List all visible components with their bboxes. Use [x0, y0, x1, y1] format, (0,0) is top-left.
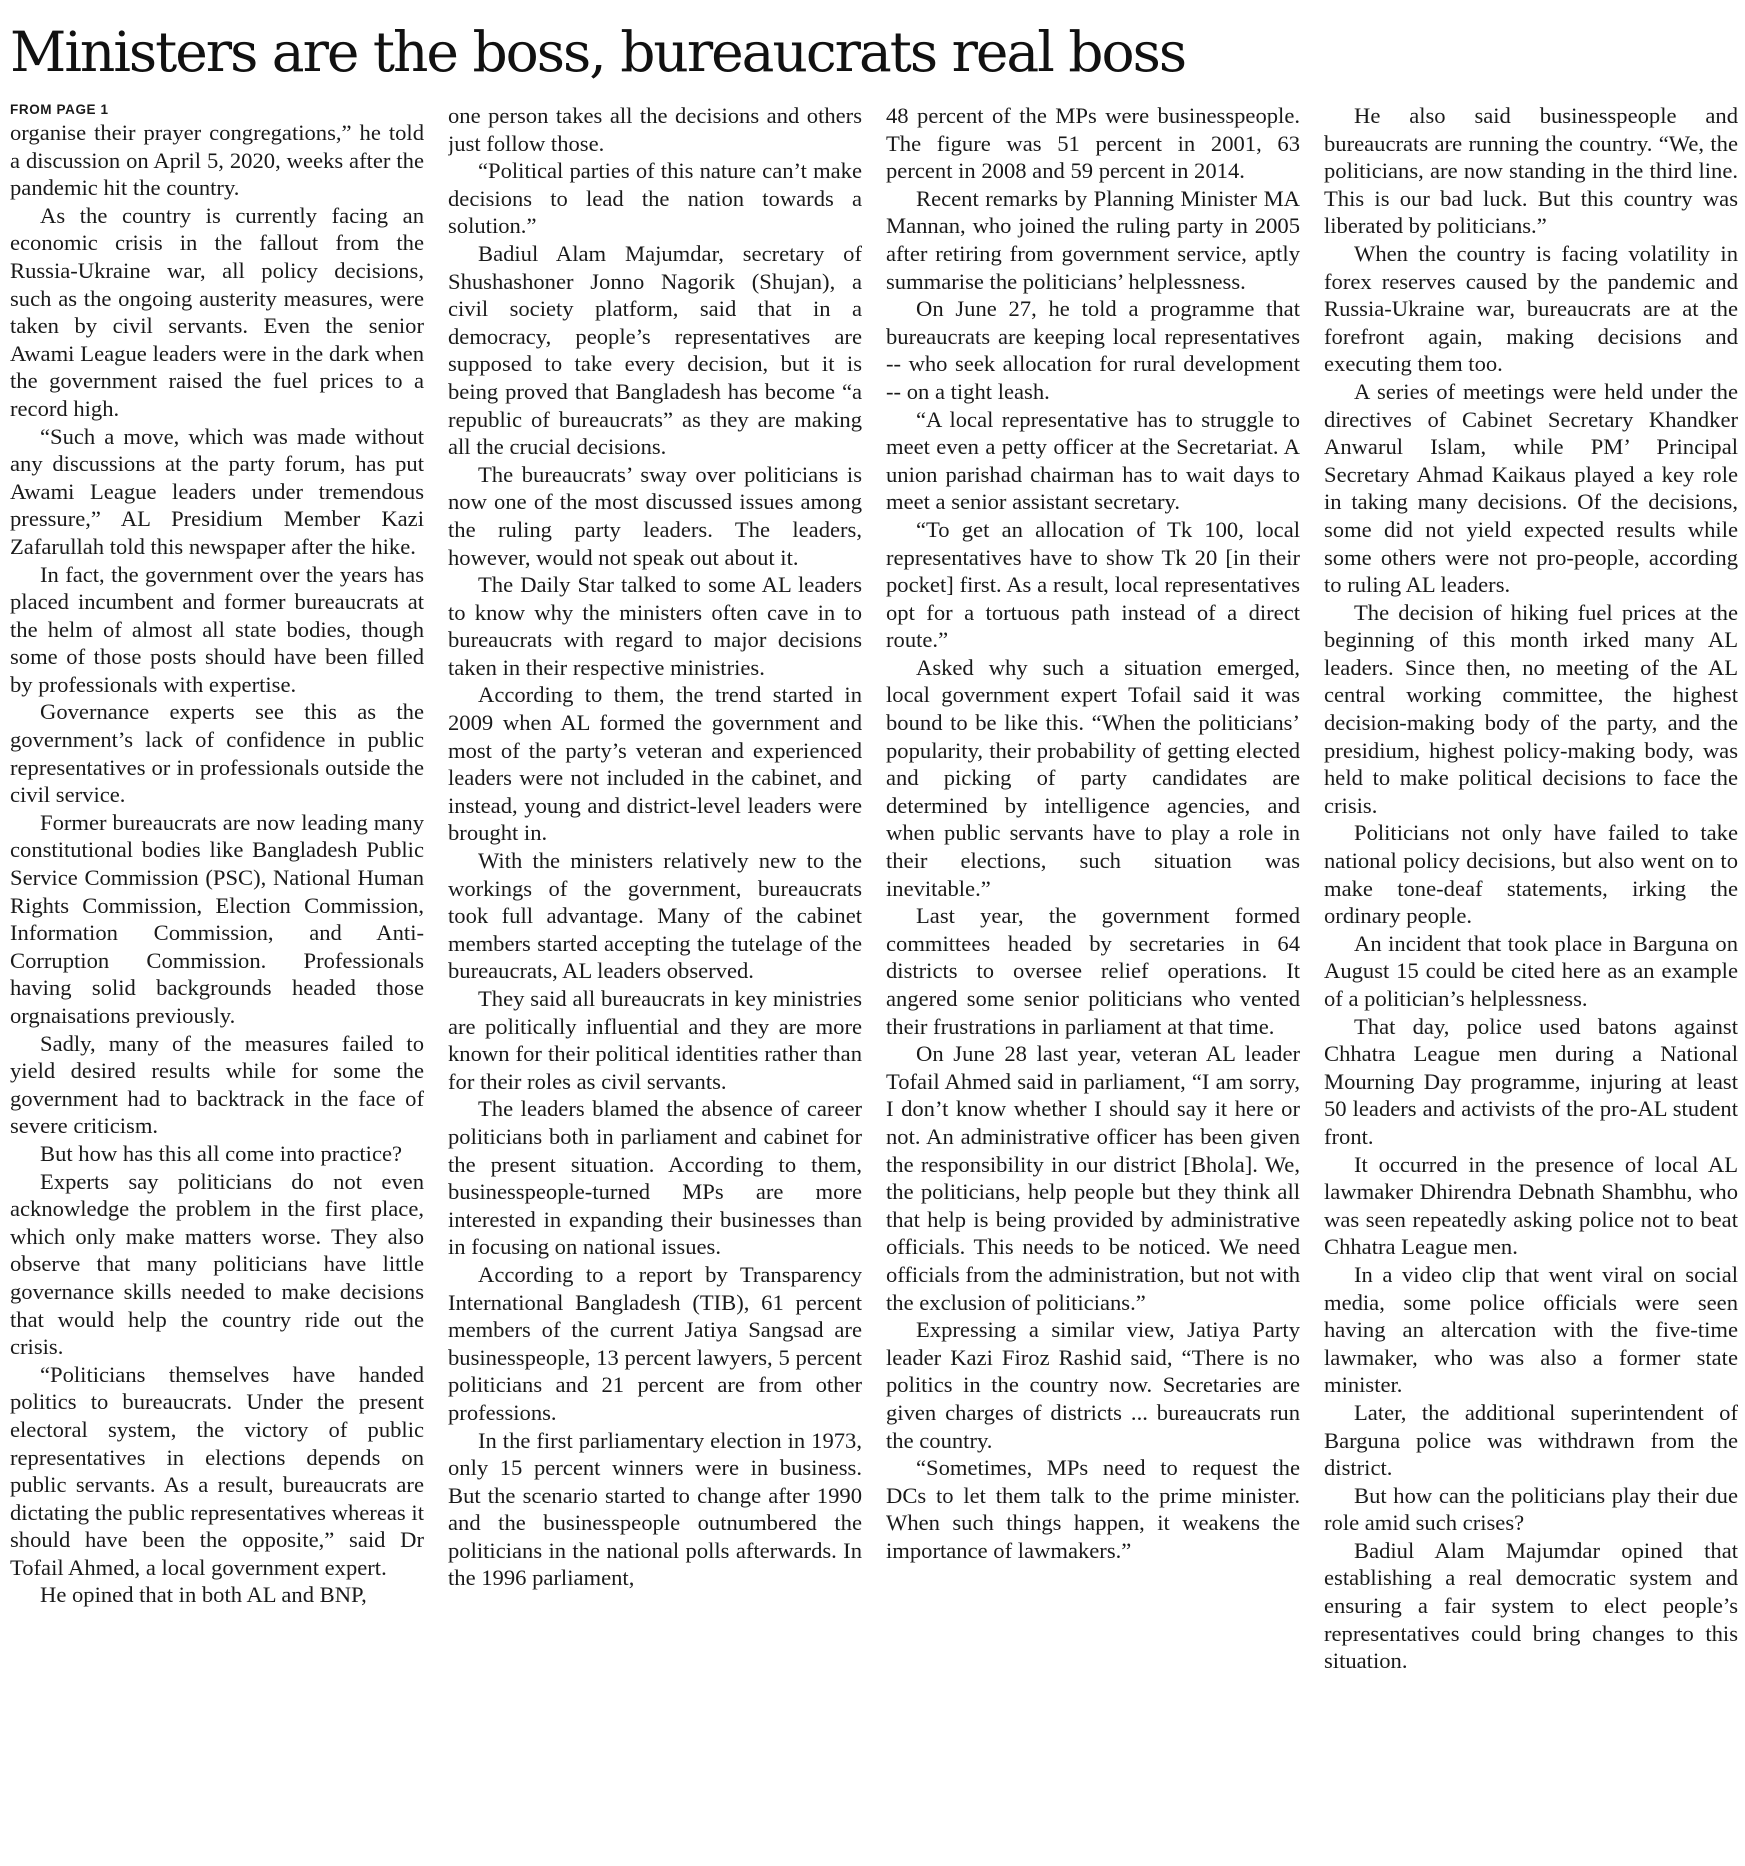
paragraph: one person takes all the decisions and others just follow those.	[448, 103, 862, 156]
paragraph: The decision of hiking fuel prices at the beginning of this month irked many AL leaders. Since then, no meeting of the AL central working committee, the highest decision-making body of the party, and the presidium, highest policy-making body, was held to make political decisions to face the crisis.	[1324, 599, 1738, 818]
paragraph: According to a report by Transparency International Bangladesh (TIB), 61 percent members of the current Jatiya Sangsad are businesspeople, 13 percent lawyers, 5 percent politicians and 21 percent are from other professions.	[448, 1261, 862, 1425]
paragraph: When the country is facing volatility in forex reserves caused by the pandemic and Russia-Ukraine war, bureaucrats are at the forefront again, making decisions and executing them too.	[1324, 240, 1738, 377]
paragraph: “Politicians themselves have handed politics to bureaucrats. Under the present electoral system, the victory of public representatives in elections depends on public servants. As a result, bureaucrats are dictating the public representatives whereas it should have been the opposite,” said Dr Tofail Ahmed, a local government expert.	[10, 1361, 424, 1580]
paragraph: “Political parties of this nature can’t make decisions to lead the nation towards a solution.”	[448, 158, 862, 239]
paragraph: He opined that in both AL and BNP,	[40, 1582, 367, 1608]
headline: Ministers are the boss, bureaucrats real boss	[10, 20, 1186, 84]
paragraph: As the country is currently facing an economic crisis in the fallout from the Russia-Ukraine war, all policy decisions, such as the ongoing austerity measures, were taken by civil servants. Even the senior Awami League leaders were in the dark when the government raised the fuel prices to a record high.	[10, 202, 424, 421]
article-column-3	[886, 102, 1300, 1862]
paragraph: But how has this all come into practice?	[40, 1140, 403, 1166]
paragraph: In a video clip that went viral on social media, some police officials were seen having an altercation with the five-time lawmaker, who was also a former state minister.	[1324, 1261, 1738, 1398]
paragraph: 48 percent of the MPs were businesspeople. The figure was 51 percent in 2001, 63 percent in 2008 and 59 percent in 2014.	[886, 103, 1300, 184]
paragraph: Badiul Alam Majumdar, secretary of Shushashoner Jonno Nagorik (Shujan), a civil society platform, said that in a democracy, people’s representatives are supposed to take every decision, but it is being proved that Bangladesh has become “a republic of bureaucrats” as they are making all the crucial decisions.	[448, 240, 862, 460]
paragraph: A series of meetings were held under the directives of Cabinet Secretary Khandker Anwarul Islam, while PM’ Principal Secretary Ahmad Kaikaus played a key role in taking many decisions. Of the decisions, some did not yield expected results while some others were not pro-people, according to ruling AL leaders.	[1324, 378, 1738, 598]
paragraph: An incident that took place in Barguna on August 15 could be cited here as an example of a politician’s helplessness.	[1324, 930, 1738, 1011]
paragraph: Former bureaucrats are now leading many constitutional bodies like Bangladesh Public Service Commission (PSC), National Human Rights Commission, Election Commission, Information Commission, and Anti-Corruption Commission. Professionals having solid backgrounds headed those orgnaisations previously.	[10, 809, 424, 1028]
paragraph: Later, the additional superintendent of Barguna police was withdrawn from the district.	[1324, 1399, 1738, 1481]
paragraph: Politicians not only have failed to take national policy decisions, but also went on to make tone-deaf statements, irking the ordinary people.	[1324, 820, 1738, 929]
paragraph: Expressing a similar view, Jatiya Party leader Kazi Firoz Rashid said, “There is no politics in the country now. Secretaries are given charges of districts ... bureaucrats run the country.	[886, 1317, 1300, 1453]
article-column-1	[10, 102, 424, 1862]
paragraph: Asked why such a situation emerged, local government expert Tofail said it was bound to be like this. “When the politicians’ popularity, their probability of getting elected and picking of party candidates are determined by intelligence agencies, and when public servants have to play a role in their elections, such situation was inevitable.”	[886, 654, 1300, 901]
paragraph: With the ministers relatively new to the workings of the government, bureaucrats took full advantage. Many of the cabinet members started accepting the tutelage of the bureaucrats, AL leaders observed.	[448, 848, 862, 984]
paragraph: But how can the politicians play their due role amid such crises?	[1324, 1482, 1738, 1536]
paragraph: They said all bureaucrats in key ministries are politically influential and they are more known for their political identities rather than for their roles as civil servants.	[448, 986, 862, 1094]
paragraph: “To get an allocation of Tk 100, local representatives have to show Tk 20 [in their pocket] first. As a result, local representatives opt for a tortuous path instead of a direct route.”	[886, 516, 1300, 653]
paragraph: organise their prayer congregations,” he told a discussion on April 5, 2020, weeks after the pandemic hit the country.	[10, 120, 424, 201]
paragraph: In the first parliamentary election in 1973, only 15 percent winners were in business. But the scenario started to change after 1990 and the businesspeople outnumbered the politicians in the national polls afterwards. In the 1996 parliament,	[448, 1427, 862, 1591]
paragraph: In fact, the government over the years has placed incumbent and former bureaucrats at the helm of almost all state bodies, though some of those posts should have been filled by professionals with expertise.	[10, 561, 424, 697]
paragraph: The bureaucrats’ sway over politicians is now one of the most discussed issues among the ruling party leaders. The leaders, however, would not speak out about it.	[448, 461, 862, 570]
paragraph: The leaders blamed the absence of career politicians both in parliament and cabinet for the present situation. According to them, businesspeople-turned MPs are more interested in expanding their businesses than in focusing on national issues.	[448, 1096, 862, 1260]
paragraph: It occurred in the presence of local AL lawmaker Dhirendra Debnath Shambhu, who was seen repeatedly asking police not to beat Chhatra League men.	[1324, 1151, 1738, 1260]
article-body	[10, 102, 1738, 1862]
paragraph: Governance experts see this as the government’s lack of confidence in public representatives or in professionals outside the civil service.	[10, 699, 424, 808]
paragraph: That day, police used batons against Chhatra League men during a National Mourning Day programme, injuring at least 50 leaders and activists of the pro-AL student front.	[1324, 1013, 1738, 1149]
paragraph: Recent remarks by Planning Minister MA Mannan, who joined the ruling party in 2005 after retiring from government service, aptly summarise the politicians’ helplessness.	[886, 185, 1300, 294]
paragraph: “A local representative has to struggle to meet even a petty officer at the Secretariat. A union parishad chairman has to wait days to meet a senior assistant secretary.	[886, 406, 1300, 515]
paragraph: On June 27, he told a programme that bureaucrats are keeping local representatives -- who seek allocation for rural development -- on a tight leash.	[886, 296, 1300, 404]
paragraph: Experts say politicians do not even acknowledge the problem in the first place, which only make matters worse. They also observe that many politicians have little governance skills needed to make decisions that would help the country ride out the crisis.	[10, 1168, 424, 1360]
paragraph: According to them, the trend started in 2009 when AL formed the government and most of the party’s veteran and experienced leaders were not included in the cabinet, and instead, young and district-level leaders were brought in.	[448, 682, 862, 846]
paragraph: Badiul Alam Majumdar opined that establishing a real democratic system and ensuring a fair system to elect people’s representatives could bring changes to this situation.	[1324, 1537, 1738, 1674]
paragraph: Sadly, many of the measures failed to yield desired results while for some the government had to backtrack in the face of severe criticism.	[10, 1030, 424, 1139]
jump-line: FROM PAGE 1	[10, 102, 109, 117]
paragraph: Last year, the government formed committees headed by secretaries in 64 districts to oversee relief operations. It angered some senior politicians who vented their frustrations in parliament at that time.	[886, 903, 1300, 1039]
paragraph: He also said businesspeople and bureaucrats are running the country. “We, the politicians, are now standing in the third line. This is our bad luck. But this country was liberated by politicians.”	[1324, 103, 1738, 239]
article-column-2	[448, 102, 862, 1862]
article-column-4	[1324, 102, 1738, 1862]
paragraph: “Sometimes, MPs need to request the DCs to let them talk to the prime minister. When such things happen, it weakens the importance of lawmakers.”	[886, 1455, 1300, 1563]
paragraph: The Daily Star talked to some AL leaders to know why the ministers often cave in to bureaucrats with regard to major decisions taken in their respective ministries.	[448, 572, 862, 680]
paragraph: On June 28 last year, veteran AL leader Tofail Ahmed said in parliament, “I am sorry, I don’t know whether I should say it here or not. An administrative officer has been given the responsibility in our district [Bhola]. We, the politicians, help people but they think all that help is being provided by administrative officials. This needs to be noticed. We need officials from the administration, but not with the exclusion of politicians.”	[886, 1041, 1300, 1315]
paragraph: “Such a move, which was made without any discussions at the party forum, has put Awami League leaders under tremendous pressure,” AL Presidium Member Kazi Zafarullah told this newspaper after the hike.	[10, 423, 424, 559]
